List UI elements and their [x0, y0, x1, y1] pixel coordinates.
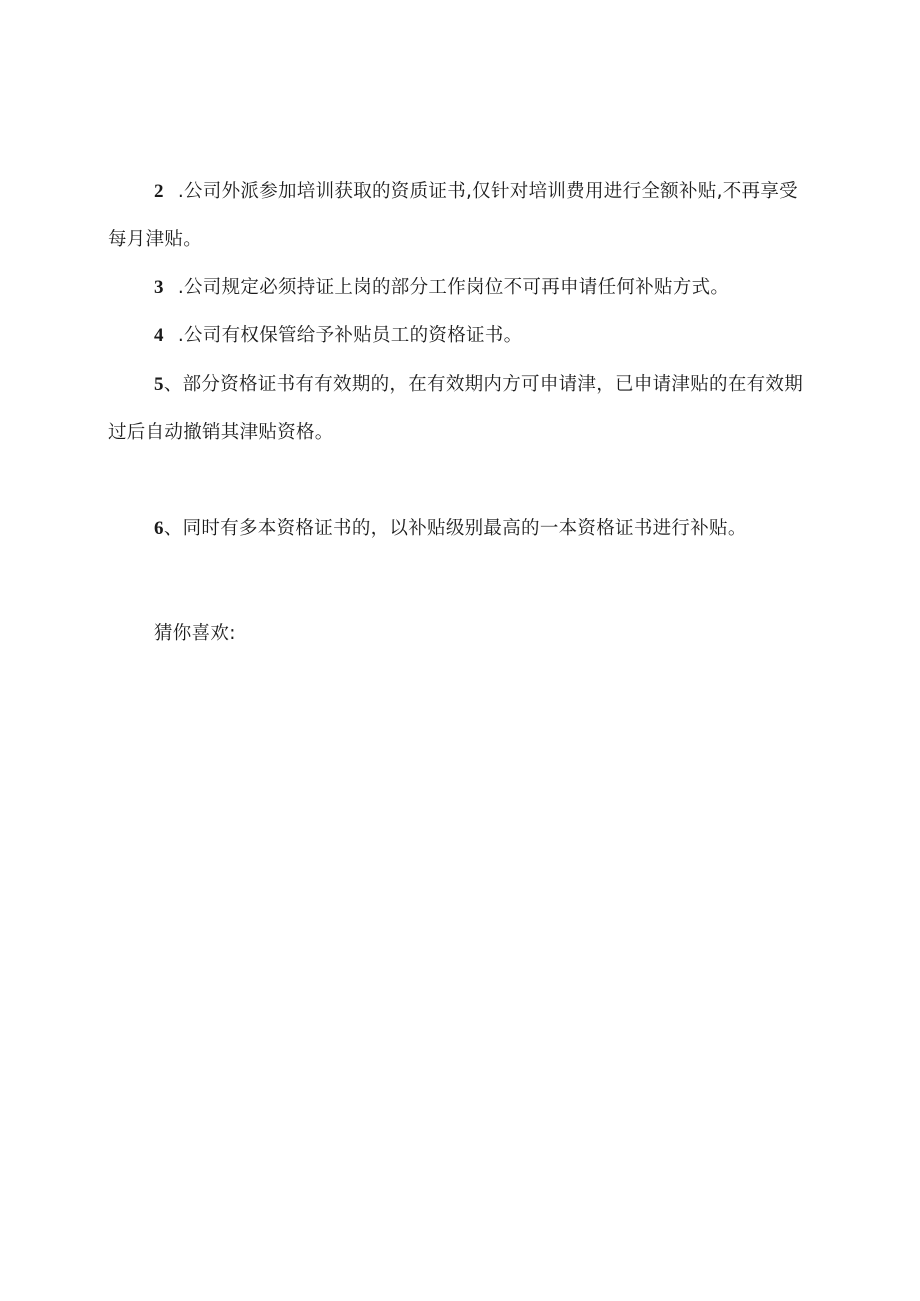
clause-item-4 — [108, 312, 808, 360]
clause-number: 6 — [154, 518, 164, 539]
clause-number: 3 — [154, 277, 164, 298]
guess-you-like-text: 猜你喜欢: — [154, 623, 236, 644]
clause-text: .公司有权保管给予补贴员工的资格证书。 — [177, 325, 523, 346]
clause-number: 5 — [154, 374, 164, 395]
clause-text: 、同时有多本资格证书的，以补贴级别最高的一本资格证书进行补贴。 — [163, 518, 747, 539]
clause-item-5 — [108, 361, 808, 457]
clause-number: 2 — [154, 181, 164, 202]
clause-text: .公司外派参加培训获取的资质证书,仅针对培训费用进行全额补贴,不再享受每月津贴。 — [108, 181, 798, 250]
clause-text: .公司规定必须持证上岗的部分工作岗位不可再申请任何补贴方式。 — [177, 277, 730, 298]
guess-you-like-label — [108, 610, 808, 658]
clause-item-2 — [108, 168, 808, 264]
clause-item-6 — [108, 505, 808, 553]
clause-item-3 — [108, 264, 808, 312]
clause-number: 4 — [154, 325, 164, 346]
clause-text: 、部分资格证书有有效期的，在有效期内方可申请津，已申请津贴的在有效期过后自动撤销其津贴资格。 — [108, 374, 804, 443]
